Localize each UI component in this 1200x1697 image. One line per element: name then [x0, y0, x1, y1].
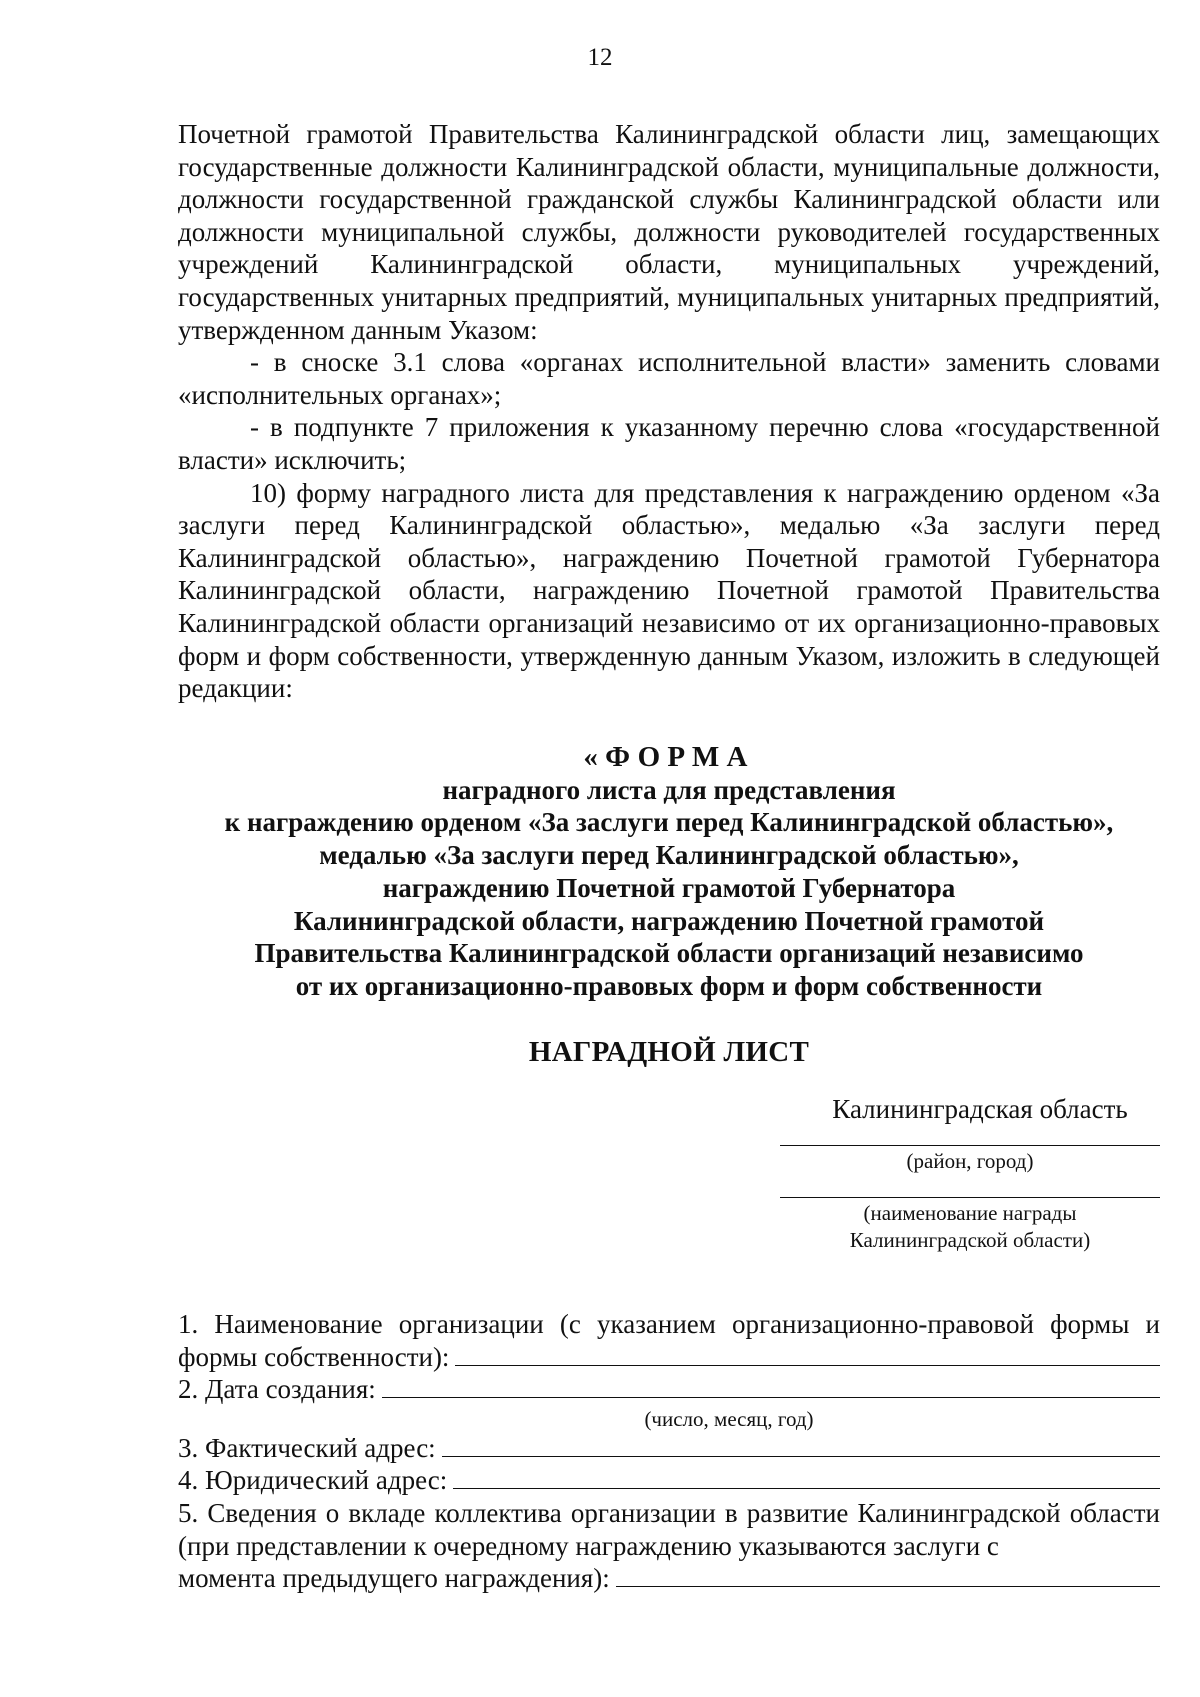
contribution-blank[interactable]: [616, 1562, 1160, 1587]
field-5-text: 5. Сведения о вкладе коллектива организации в развитие Калининградской области (при представлении к очередному награждению указываются заслуги с: [178, 1497, 1160, 1561]
paragraph-2: - в сноске 3.1 слова «органах исполнительной власти» заменить словами «исполнительных органах»;: [178, 347, 1160, 410]
creation-date-caption: (число, месяц, год): [644, 1406, 814, 1431]
legal-address-blank[interactable]: [453, 1464, 1160, 1489]
field-4-label: 4. Юридический адрес:: [178, 1465, 448, 1496]
field-5-label: момента предыдущего награждения):: [178, 1563, 610, 1594]
field-4-line: [178, 1464, 1160, 1497]
form-heading: [178, 741, 1160, 1003]
district-blank-line[interactable]: [780, 1145, 1160, 1146]
field-3-line: [178, 1432, 1160, 1465]
form-heading-line: Правительства Калининградской области организаций независимо: [254, 938, 1084, 969]
award-caption-line-2: Калининградской области): [849, 1228, 1091, 1252]
form-heading-line: медалью «За заслуги перед Калининградской областью»,: [319, 840, 1019, 871]
paragraph-1: Почетной грамотой Правительства Калининградской области лиц, замещающих государственные должности Калининградской области, муниципальные должности, должности государственной гражданской службы Калининградской области или должности муниципальной службы, должности руководителей государственных учреждений Калининградской области, муниципальных учреждений, государственных унитарных предприятий, муниципальных унитарных предприятий, утвержденном данным Указом:: [178, 119, 1160, 345]
form-fields: [178, 1308, 1160, 1595]
page-number: 12: [587, 44, 613, 71]
district-caption: (район, город): [906, 1149, 1034, 1173]
form-heading-line: награждению Почетной грамотой Губернатора: [382, 872, 956, 903]
paragraph-3: - в подпункте 7 приложения к указанному перечню слова «государственной власти» исключить;: [178, 412, 1160, 475]
award-caption-line-1: (наименование награды: [863, 1201, 1077, 1225]
field-1-text: 1. Наименование организации (с указанием организационно-правовой формы и: [178, 1309, 1160, 1339]
form-heading-line: к награждению орденом «За заслуги перед Калининградской областью»,: [224, 807, 1114, 838]
field-1-line: [178, 1341, 1160, 1374]
creation-date-blank[interactable]: [382, 1373, 1160, 1398]
actual-address-blank[interactable]: [442, 1432, 1160, 1457]
paragraph-4: 10) форму наградного листа для представления к награждению орденом «За заслуги перед Калининградской областью», медалью «За заслуги перед Калининградской областью», награждению Почетной грамотой Губернатора Калининградской области, награждению Почетной грамотой Правительства Калининградской области организаций независимо от их организационно-правовых форм и форм собственности, утвержденную данным Указом, изложить в следующей редакции:: [178, 477, 1160, 704]
form-heading-line: Калининградской области, награждению Почетной грамотой: [293, 905, 1045, 936]
field-2-line: [178, 1373, 1160, 1406]
award-sheet-title: НАГРАДНОЙ ЛИСТ: [528, 1036, 810, 1068]
form-heading-line: от их организационно-правовых форм и форм собственности: [295, 970, 1043, 1001]
organization-name-blank[interactable]: [455, 1341, 1160, 1366]
region-block: [780, 1094, 1160, 1254]
body-text: [178, 118, 1160, 705]
field-5-line: [178, 1562, 1160, 1595]
field-3-label: 3. Фактический адрес:: [178, 1432, 436, 1463]
field-2-label: 2. Дата создания:: [178, 1374, 376, 1405]
region-name: Калининградская область: [832, 1094, 1128, 1124]
form-heading-title: «ФОРМА: [583, 741, 755, 773]
form-heading-line: наградного листа для представления: [442, 774, 896, 805]
field-1-label: формы собственности):: [178, 1341, 450, 1372]
award-name-blank-line[interactable]: [780, 1197, 1160, 1198]
